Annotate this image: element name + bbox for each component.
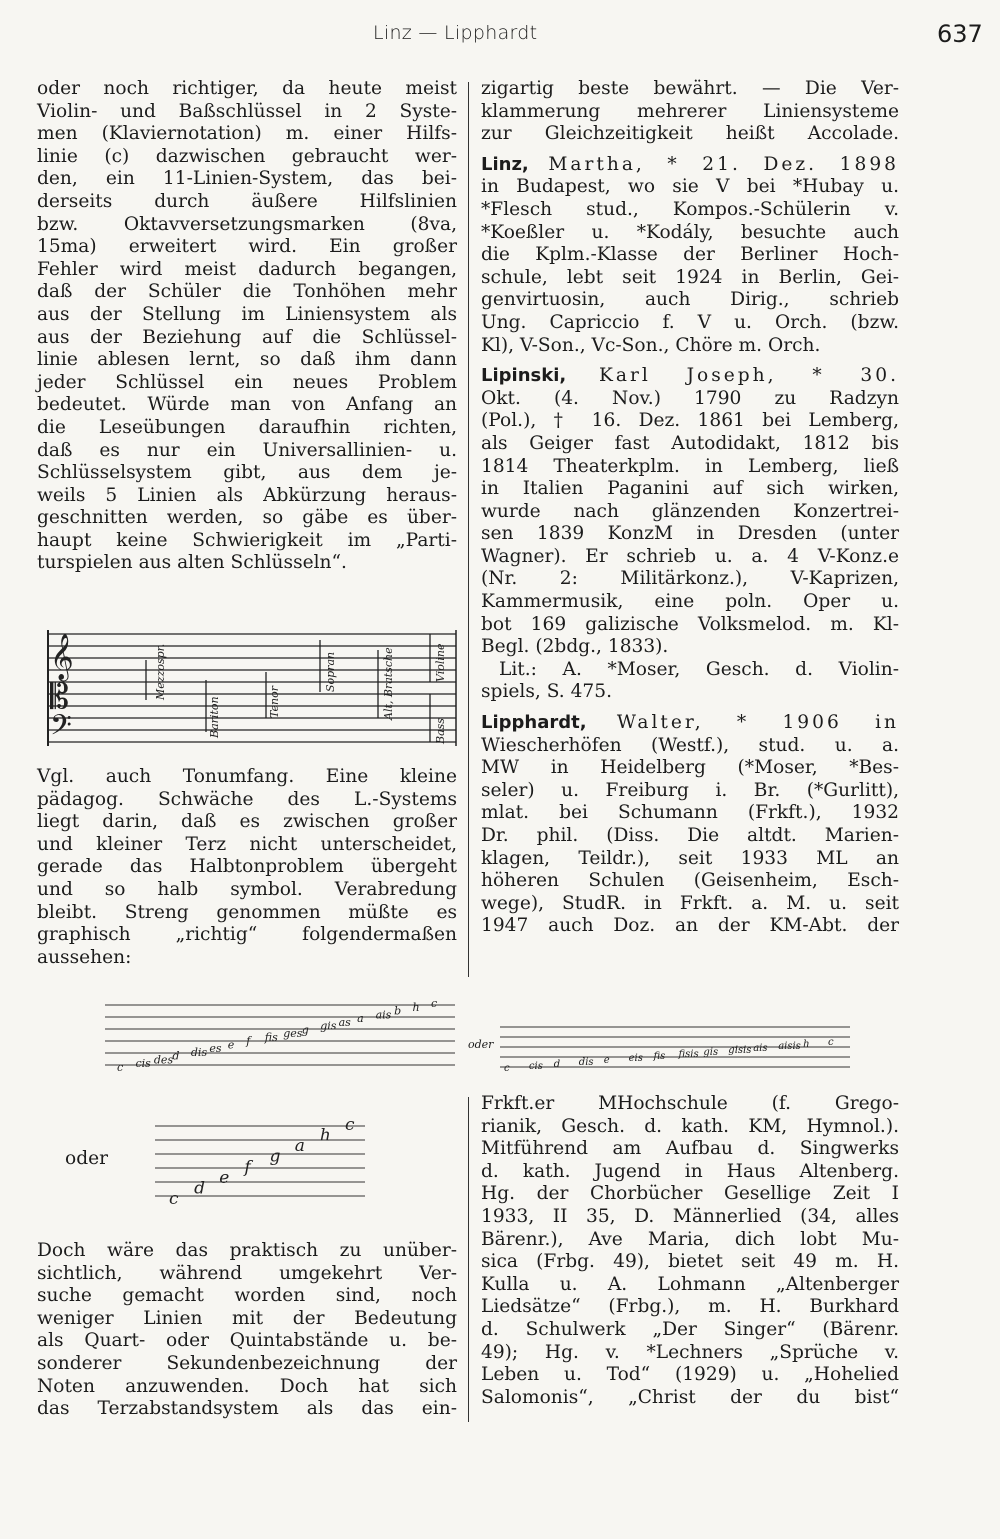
text-line: zur Gleichzeitigkeit heißt Accolade. [481,123,899,145]
entry-headword: Lipinski, [481,365,567,387]
text-line: suche gemacht worden sind, noch [37,1285,457,1307]
note-name: h [412,1000,420,1014]
text-line: genvirtuosin, auch Dirig., schrieb [481,289,899,311]
text-line: rianik, Gesch. d. kath. KM, Hymnol.). [481,1115,899,1137]
text-line: in Budapest, wo sie V bei *Hubay u. [481,176,899,198]
voice-label-mezzo: Mezzospr. [154,643,167,700]
left-paragraph-1 [37,78,457,575]
text-line: klammerung mehrerer Liniensysteme [481,100,899,122]
note-name: d [172,1049,180,1063]
text-line: Doch wäre das praktisch zu unüber- [37,1240,457,1261]
text-line: Okt. (4. Nov.) 1790 zu Radzyn [481,387,899,409]
text-line: den, ein 11-Linien-System, das bei- [37,168,457,190]
text-line: graphisch „richtig“ folgendermaßen [37,924,457,946]
entry-headword: Linz, [481,153,529,175]
text-line: Begl. (2bdg., 1833). [481,636,669,658]
alto-clef-icon: 𝄡 [50,677,69,717]
text-line: haupt keine Schwierigkeit im „Parti- [37,529,457,551]
note-name: e [603,1055,610,1066]
voice-label-tenor: Tenor [268,686,281,718]
text-line: linie ablesen lernt, so daß ihm dann [37,349,457,371]
right-column-top [481,78,899,938]
note-name: fis [264,1030,278,1044]
text-line: d. kath. Jugend in Haus Altenberg. [481,1160,899,1182]
treble-clef-icon: 𝄞 [50,634,74,680]
text-line: sica (Frbg. 49), bietet seit 49 m. H. [481,1251,899,1273]
text-line: Mitführend am Aufbau d. Singwerks [481,1138,899,1160]
clef-staff-figure [38,620,463,750]
entry-linz [481,154,899,357]
column-divider-lower [468,1097,469,1422]
literature-line: Lit.: A. *Moser, Gesch. d. Violin- [499,658,899,680]
running-header: Linz — Lipphardt [373,22,538,44]
text-line: die Kplm.-Klasse der Berliner Hoch- [481,244,899,266]
text-line: daß der Schüler die Tonhöhen mehr [37,281,457,303]
note-name: h [319,1125,331,1146]
text-line: in Italien Paganini auf sich wirken, [481,478,899,500]
text-line: d. Schulwerk „Der Singer“ (Bärenr. [481,1318,899,1340]
note-name: b [394,1004,402,1018]
text-line: *Flesch stud., Kompos.-Schülerin v. [481,198,899,220]
text-line: Leben u. Tod“ (1929) u. „Hohelied [481,1364,899,1386]
text-line: 1933, II 35, D. Männerlied (34, alles [481,1205,899,1227]
text-line: Schlüsselsystem gibt, aus dem je- [37,462,457,484]
voice-label-alt: Alt, Bratsche [382,647,395,720]
note-name: c [345,1115,355,1135]
note-name: des [153,1053,174,1067]
note-name: gis [320,1019,337,1033]
voice-label-bariton: Bariton [208,696,221,738]
text-line: Wiescherhöfen (Westf.), stud. u. a. [481,734,899,756]
bass-clef-icon: 𝄢 [50,709,72,749]
text-line: spiels, S. 475. [481,681,613,703]
text-line: MW in Heidelberg (*Moser, *Bes- [481,757,899,779]
text-line: 49); Hg. v. *Lechners „Sprüche v. [481,1341,899,1363]
text-line: klagen, Teildr.), seit 1933 ML an [481,847,899,869]
text-line: sen 1839 KonzM in Dresden (unter [481,523,899,545]
note-name: c [117,1061,124,1074]
text-line: und kleiner Terz nicht unterscheidet, [37,833,457,855]
text-line: turspielen aus alten Schlüsseln“. [37,552,347,574]
text-line: Kl), V-Son., Vc-Son., Chöre m. Orch. [481,334,821,356]
text-line: (Nr. 2: Militärkonz.), V-Kaprizen, [481,568,899,590]
note-name: ais [753,1043,768,1054]
text-line: wurde nach glänzenden Konzertrei- [481,500,899,522]
text-line: bzw. Oktavversetzungsmarken (8va, [37,213,457,235]
text-line: bedeutet. Würde man von Anfang an [37,394,457,416]
note-name: fis [653,1051,666,1062]
text-line: Wagner). Er schrieb u. a. 4 V-Konz.e [481,545,899,567]
text-line: die Leseübungen daraufhin richten, [37,416,457,438]
left-paragraph-3 [37,1240,457,1421]
text-line: schule, lebt seit 1924 in Berlin, Gei- [481,266,899,288]
voice-label-sopran: Sopran [324,651,337,692]
text-line: Bärenr.), Ave Maria, dich lobt Mu- [481,1228,899,1250]
text-line: aus der Stellung im Liniensystem als [37,303,457,325]
entry-headword: Lipphardt, [481,712,587,734]
scale-staff [155,1110,370,1210]
text-line: und so halb symbol. Verabredung [37,878,457,900]
text-line: jeder Schlüssel ein neues Problem [37,371,457,393]
note-name: d [194,1178,205,1199]
note-name: h [803,1039,810,1050]
note-name: cis [528,1061,543,1072]
text-line: 1814 Theaterkplm. in Lemberg, ließ [481,455,899,477]
note-name: gis [703,1047,719,1058]
note-name: g [301,1023,309,1037]
text-line: Fehler wird meist dadurch begangen, [37,258,457,280]
note-name: f [246,1034,251,1048]
left-paragraph-2 [37,766,457,969]
text-line: Frkft.er MHochschule (f. Grego- [481,1093,899,1114]
note-name: c [431,997,438,1010]
text-line: bot 169 galizische Volksmelod. m. Kl- [481,613,899,635]
text-line: Ung. Capriccio f. V u. Orch. (bzw. [481,311,899,333]
text-line: Violin- und Baßschlüssel in 2 Syste- [37,100,457,122]
oder-label-small: oder [468,1038,494,1051]
note-name: gisis [728,1045,752,1056]
text-line: bleibt. Streng genommen müßte es [37,901,457,923]
note-name: e [219,1167,230,1188]
text-line: weils 5 Linien als Abkürzung heraus- [37,484,457,506]
entry-lipinski [481,365,899,704]
voice-label-bass: Bass [434,718,447,744]
note-name: ges [283,1027,303,1041]
note-name: f [244,1157,251,1178]
text-line: gerade das Halbtonproblem übergeht [37,856,457,878]
note-name: c [169,1189,179,1209]
text-line: seler) u. Freiburg i. Br. (*Gurlitt), [481,779,899,801]
note-name: cis [135,1057,151,1071]
text-line: Walter, * 1906 in [616,712,899,734]
page-number: 637 [937,20,983,48]
note-name: c [504,1063,510,1074]
text-line: Karl Joseph, * 30. [598,365,899,387]
text-line: oder noch richtiger, da heute meist [37,78,457,99]
note-name: a [357,1012,364,1026]
text-line: Dr. phil. (Diss. Die altdt. Marien- [481,825,899,846]
text-line: pädagog. Schwäche des L.-Systems [37,788,457,810]
text-line: aussehen: [37,946,132,968]
note-name: g [269,1146,281,1167]
text-line: 1947 auch Doz. an der KM-Abt. der [481,915,899,937]
text-line: liegt darin, daß es zwischen großer [37,811,457,833]
text-line: 15ma) erweitert wird. Ein großer [37,236,457,258]
text-line: mlat. bei Schumann (Frkft.), 1932 [481,802,899,824]
text-line: sichtlich, während umgekehrt Ver- [37,1262,457,1284]
voice-label-violine: Violine [434,643,447,682]
chromatic-staff-right [500,1015,855,1085]
chromatic-staff-left [105,985,460,1085]
note-name: dis [190,1045,208,1059]
text-line: sonderer Sekundenbezeichnung der [37,1352,457,1374]
text-line: höheren Schulen (Geisenheim, Esch- [481,870,899,892]
note-name: as [338,1015,351,1029]
text-line: weniger Linien mit der Bedeutung [37,1307,457,1329]
text-line: *Koeßler u. *Kodály, besuchte auch [481,221,899,243]
right-column-bottom [481,1093,899,1409]
oder-label: oder [65,1148,108,1169]
text-line: linie (c) dazwischen gebraucht wer- [37,145,457,167]
text-line: Salomonis“, „Christ der du bist“ [481,1386,899,1408]
text-line: wege), StudR. in Frkft. a. M. u. seit [481,892,899,914]
note-name: a [294,1136,305,1157]
text-line: Kulla u. A. Lohmann „Altenberger [481,1273,899,1295]
note-name: ais [375,1008,392,1022]
text-line: als Quart- oder Quintabstände u. be- [37,1330,457,1352]
text-line: als Geiger fast Autodidakt, 1812 bis [481,432,899,454]
note-name: aisis [778,1041,801,1052]
column-divider [468,82,469,977]
text-line: aus der Beziehung auf die Schlüssel- [37,326,457,348]
text-line: Martha, * 21. Dez. 1898 [548,153,899,175]
note-name: eis [628,1053,643,1064]
text-line: (Pol.), † 16. Dez. 1861 bei Lemberg, [481,410,899,432]
text-line: Noten anzuwenden. Doch hat sich [37,1375,457,1397]
note-name: es [209,1042,222,1056]
note-name: e [227,1038,235,1052]
text-line: Hg. der Chorbücher Gesellige Zeit I [481,1183,899,1205]
note-name: d [553,1059,561,1070]
text-line: geschnitten werden, so gäbe es über- [37,507,457,529]
text-line: Liedsätze“ (Frbg.), m. H. Burkhard [481,1296,899,1318]
note-name: dis [578,1057,594,1068]
text-line: Kammermusik, eine poln. Oper u. [481,591,899,613]
entry-lipphardt [481,712,899,938]
note-name: c [828,1037,834,1048]
text-line: men (Klaviernotation) m. einer Hilfs- [37,123,457,145]
text-line: zigartig beste bewährt. — Die Ver- [481,78,899,99]
text-line: daß es nur ein Universallinien- u. [37,439,457,461]
note-name: fisis [678,1049,699,1060]
text-line: das Terzabstandsystem als das ein- [37,1398,457,1420]
text-line: derseits durch äußere Hilfslinien [37,190,457,212]
text-line: Vgl. auch Tonumfang. Eine kleine [37,766,457,787]
